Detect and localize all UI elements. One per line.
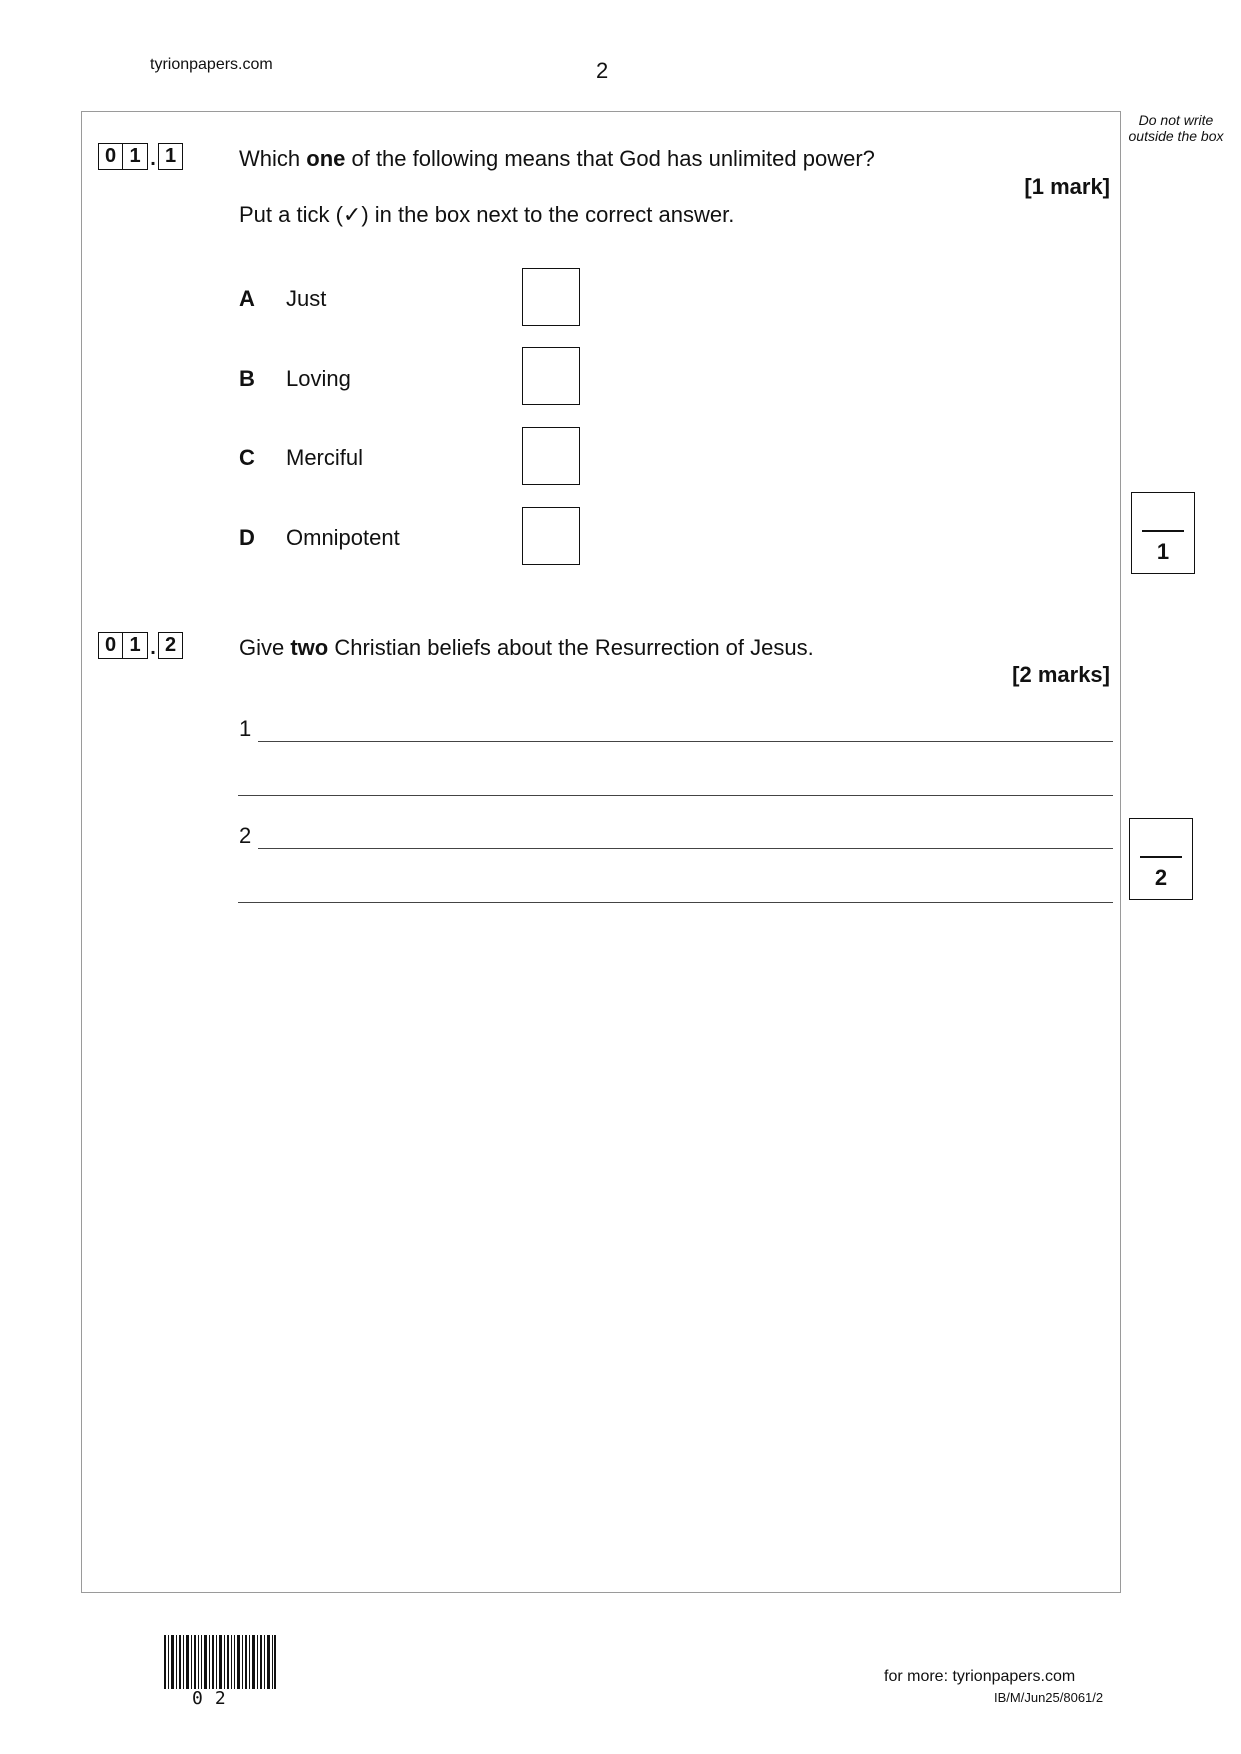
answer-label-1: 1 [239,716,252,741]
instruction-text: Put a tick (✓) in the box next to the correct answer. [239,202,735,227]
tick-box-b[interactable] [522,347,580,405]
question-number-01-2 [98,632,183,659]
score-box-01-1 [1131,492,1195,574]
option-letter-c: C [239,445,255,470]
question-number-digit: 1 [123,143,148,170]
site-name: tyrionpapers.com [150,56,273,73]
option-text-b: Loving [286,366,351,391]
question-text-part: Give [239,635,291,660]
tick-box-c[interactable] [522,427,580,485]
answer-line-2b[interactable] [238,902,1113,903]
option-letter-a: A [239,286,255,311]
score-total: 1 [1156,539,1170,564]
question-text-01-1 [239,146,875,172]
answer-label-2: 2 [239,823,252,848]
option-letter-d: D [239,525,255,550]
page-number: 2 [596,58,609,83]
footer-more-link[interactable]: for more: tyrionpapers.com [884,1668,1076,1685]
question-text-emphasis: one [306,146,346,171]
question-number-01-1 [98,143,183,170]
answer-line-1b[interactable] [238,795,1113,796]
barcode-digits: 02 [192,1688,238,1709]
score-box-01-2 [1129,818,1193,900]
score-blank-line [1140,856,1182,858]
question-text-emphasis: two [290,635,329,660]
question-number-digit: 1 [123,632,148,659]
margin-note: Do not write outside the box [1128,112,1224,144]
tick-box-d[interactable] [522,507,580,565]
paper-code: IB/M/Jun25/8061/2 [994,1690,1104,1705]
question-text-01-2 [239,635,814,661]
question-number-digit: 0 [98,143,123,170]
option-text-a: Just [286,286,327,311]
option-letter-b: B [239,366,255,391]
option-text-c: Merciful [286,445,364,470]
question-text-part: of the following means that God has unlimited power? [345,146,875,171]
question-number-digit: 1 [158,143,183,170]
answer-frame [81,111,1121,1593]
marks-label-01-2: [2 marks] [1012,662,1110,687]
answer-line-2a[interactable] [258,848,1113,849]
score-total: 2 [1154,865,1168,890]
barcode-icon [164,1635,276,1689]
option-text-d: Omnipotent [286,525,400,550]
question-number-digit: 2 [158,632,183,659]
question-number-dot: . [150,637,156,659]
score-blank-line [1142,530,1184,532]
answer-line-1a[interactable] [258,741,1113,742]
question-text-part: Which [239,146,307,171]
marks-label-01-1: [1 mark] [1024,174,1110,199]
question-number-digit: 0 [98,632,123,659]
tick-box-a[interactable] [522,268,580,326]
question-text-part: Christian beliefs about the Resurrection of Jesus. [328,635,814,660]
question-number-dot: . [150,148,156,170]
